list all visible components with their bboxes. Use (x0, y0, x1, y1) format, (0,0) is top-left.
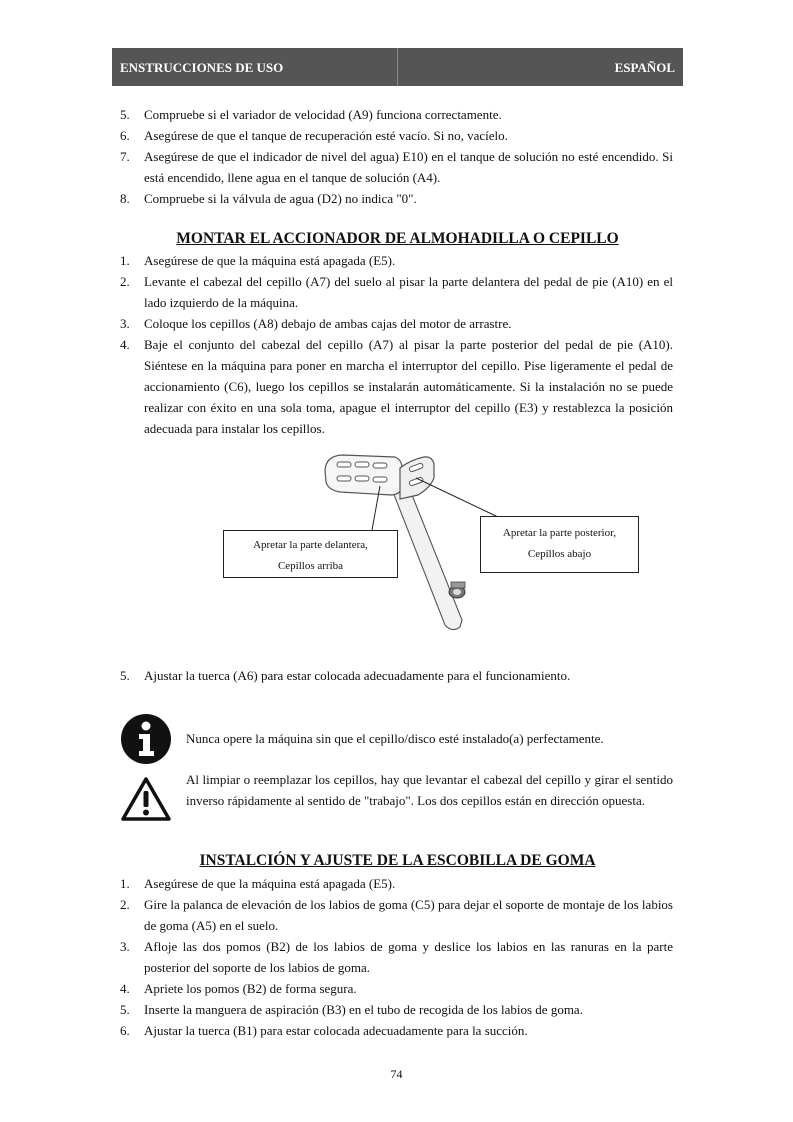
steps-brush (112, 250, 673, 439)
list-item: 2. Gire la palanca de elevación de los labios de goma (C5) para dejar el soporte de montaje de los labios de goma (A5) en el suelo. (120, 897, 673, 933)
list-item: 8. Compruebe si la válvula de agua (D2) no indica "0". (120, 191, 417, 206)
list-item: 3. Afloje las dos pomos (B2) de los labios de goma y deslice los labios en las ranuras en la parte posterior del soporte de los labios de goma. (120, 939, 673, 975)
list-item: 4. Baje el conjunto del cabezal del cepillo (A7) al pisar la parte posterior del pedal de pie (A10). Siéntese en la máquina para poner en marcha el interruptor del cepillo. Pise ligeramente el pedal de accionamiento (C6), luego los cepillos se instalarán automáticamente. Si la instalación no se puede realizar con éxito en una sola toma, apague el interruptor del cepillo (E3) y restablezca la posición adecuada para instalar los cepillos. (120, 337, 673, 436)
list-item: 5. Compruebe si el variador de velocidad (A9) funciona correctamente. (120, 107, 502, 122)
checklist-top (112, 104, 673, 209)
list-item: 6. Asegúrese de que el tanque de recuperación esté vacío. Si no, vacíelo. (120, 128, 508, 143)
list-item: 5. Inserte la manguera de aspiración (B3) en el tubo de recogida de los labios de goma. (120, 1002, 583, 1017)
header-language: ESPAÑOL (614, 60, 675, 75)
step-adjust-nut (112, 665, 673, 686)
list-item: 4. Apriete los pomos (B2) de forma segura. (120, 981, 357, 996)
header-title: ENSTRUCCIONES DE USO (120, 60, 284, 75)
info-icon (120, 713, 172, 765)
section-title-squeegee: INSTALCIÓN Y AJUSTE DE LA ESCOBILLA DE GOMA (199, 852, 596, 869)
warning-notice: Al limpiar o reemplazar los cepillos, hay que levantar el cabezal del cepillo y girar el sentido inverso rápidamente al sentido de "trabajo". Los dos cepillos están en dirección opuesta. (186, 772, 673, 808)
section-title-brush: MONTAR EL ACCIONADOR DE ALMOHADILLA O CEPILLO (176, 230, 619, 247)
steps-squeegee (112, 873, 673, 1041)
list-item: 6. Ajustar la tuerca (B1) para estar colocada adecuadamente para la succión. (120, 1023, 528, 1038)
warning-icon (120, 776, 172, 822)
page-header (112, 48, 683, 86)
info-notice: Nunca opere la máquina sin que el cepillo/disco esté instalado(a) perfectamente. (186, 731, 604, 746)
callout-rear: Apretar la parte posterior, Cepillos abajo (480, 516, 639, 573)
callout-front: Apretar la parte delantera, Cepillos arriba (223, 530, 398, 578)
list-item: 7. Asegúrese de que el indicador de nivel del agua) E10) en el tanque de solución no esté encendido. Si está encendido, llene agua en el tanque de solución (A4). (120, 149, 673, 185)
list-item: 2. Levante el cabezal del cepillo (A7) del suelo al pisar la parte delantera del pedal de pie (A10) en el lado izquierdo de la máquina. (120, 274, 673, 310)
list-item: 5. Ajustar la tuerca (A6) para estar colocada adecuadamente para el funcionamiento. (120, 668, 571, 683)
page-number: 74 (390, 1067, 403, 1081)
list-item: 1. Asegúrese de que la máquina está apagada (E5). (120, 876, 396, 891)
list-item: 3. Coloque los cepillos (A8) debajo de ambas cajas del motor de arrastre. (120, 316, 512, 331)
list-item: 1. Asegúrese de que la máquina está apagada (E5). (120, 253, 396, 268)
header-divider (397, 48, 398, 86)
